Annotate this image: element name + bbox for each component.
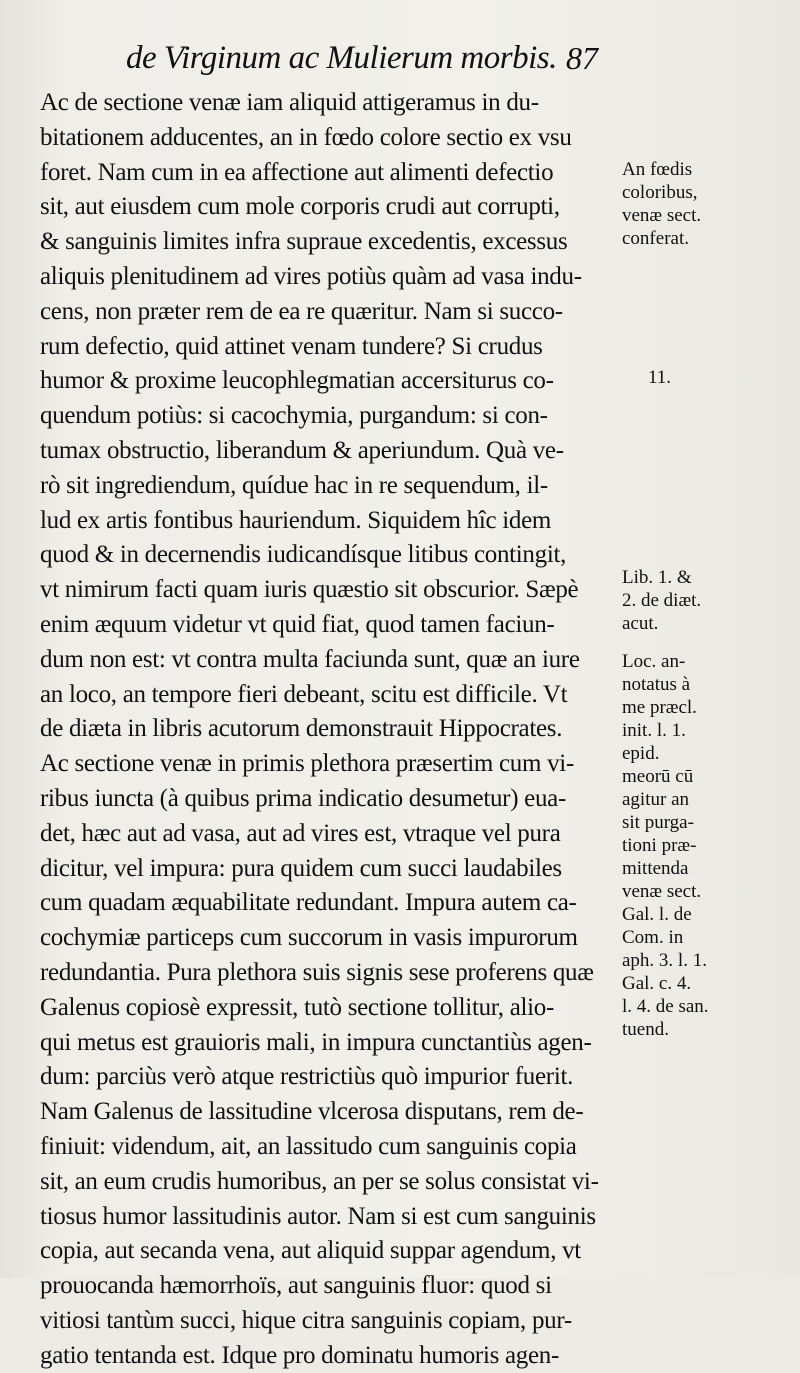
- text-line: sit, an eum crudis humoribus, an per se solus consistat vi-: [40, 1167, 599, 1195]
- margin-note-line: 2. de diæt.: [622, 590, 702, 611]
- margin-note-line: epid.: [622, 743, 660, 764]
- margin-note-line: An fœdis: [622, 159, 693, 180]
- text-line: cum quadam æquabilitate redundant. Impura autem ca-: [40, 889, 577, 917]
- text-line: sit, aut eiusdem cum mole corporis crudi aut corrupti,: [40, 193, 560, 221]
- text-line: rò sit ingrediendum, quídue hac in re sequendum, il-: [40, 471, 548, 499]
- margin-note-line: mittenda: [622, 858, 689, 879]
- text-line: cochymiæ particeps cum succorum in vasis impurorum: [40, 924, 578, 952]
- margin-note-line: Loc. an-: [622, 651, 686, 672]
- text-line: dicitur, vel impura: pura quidem cum succi laudabiles: [40, 854, 562, 882]
- text-line: lud ex artis fontibus hauriendum. Siquidem hîc idem: [40, 506, 552, 534]
- margin-note-line: Lib. 1. &: [622, 567, 692, 588]
- margin-note-line: agitur an: [622, 789, 690, 810]
- margin-note: [648, 366, 671, 389]
- margin-note-line: notatus à: [622, 674, 691, 695]
- text-line: vt nimirum facti quam iuris quæstio sit obscurior. Sæpè: [40, 576, 579, 604]
- text-line: ribus iuncta (à quibus prima indicatio desumetur) eua-: [40, 784, 567, 812]
- margin-note: [622, 650, 709, 1041]
- margin-note-line: conferat.: [622, 228, 689, 249]
- margin-note-line: venæ sect.: [622, 205, 702, 226]
- margin-note: [622, 158, 701, 250]
- margin-note-line: Gal. c. 4.: [622, 973, 692, 994]
- margin-note-line: tuend.: [622, 1019, 669, 1040]
- text-line: aliquis plenitudinem ad vires potiùs quàm ad vasa indu-: [40, 262, 582, 290]
- text-line: dum: parciùs verò atque restrictiùs quò impurior fuerit.: [40, 1063, 574, 1091]
- text-line: Galenus copiosè expressit, tutò sectione tollitur, alio-: [40, 993, 555, 1021]
- text-line: Nam Galenus de lassitudine vlcerosa disputans, rem de-: [40, 1098, 584, 1126]
- text-line: quendum potiùs: si cacochymia, purgandum: si con-: [40, 402, 548, 430]
- margin-note-line: sit purga-: [622, 812, 694, 833]
- text-line: finiuit: videndum, ait, an lassitudo cum sanguinis copia: [40, 1132, 577, 1160]
- text-line: humor & proxime leucophlegmatian accersiturus co-: [40, 367, 554, 395]
- text-line: bitationem adducentes, an in fœdo colore sectio ex vsu: [40, 123, 572, 151]
- text-line: & sanguinis limites infra supraue excedentis, excessus: [40, 228, 568, 256]
- margin-note-line: Com. in: [622, 927, 684, 948]
- text-line: tumax obstructio, liberandum & aperiundum. Quà ve-: [40, 436, 564, 464]
- text-line: Ac sectione venæ in primis plethora præsertim cum vi-: [40, 750, 574, 778]
- margin-note-line: meorū cū: [622, 766, 694, 787]
- text-line: vitiosi tantùm succi, hique citra sanguinis copiam, pur-: [40, 1306, 572, 1334]
- text-line: det, hæc aut ad vasa, aut ad vires est, vtraque vel pura: [40, 819, 561, 847]
- page-number: 87: [566, 40, 598, 76]
- running-title: de Virginum ac Mulierum morbis.: [126, 40, 557, 76]
- margin-note-line: tioni præ-: [622, 835, 697, 856]
- margin-note-line: acut.: [622, 613, 659, 634]
- text-line: rum defectio, quid attinet venam tundere? Si crudus: [40, 332, 543, 360]
- text-line: redundantia. Pura plethora suis signis sese proferens quæ: [40, 958, 594, 986]
- margin-note-line: aph. 3. l. 1.: [622, 950, 707, 971]
- text-line: dum non est: vt contra multa faciunda sunt, quæ an iure: [40, 645, 580, 673]
- main-text-block: [40, 86, 630, 1373]
- text-line: tiosus humor lassitudinis autor. Nam si est cum sanguinis: [40, 1202, 596, 1230]
- margin-note-line: 11.: [648, 367, 672, 388]
- margin-note-line: me præcl.: [622, 697, 697, 718]
- text-line: quod & in decernendis iudicandísque litibus contingit,: [40, 541, 567, 569]
- text-line: copia, aut secanda vena, aut aliquid suppar agendum, vt: [40, 1237, 581, 1265]
- text-line: Ac de sectione venæ iam aliquid attigeramus in du-: [40, 89, 539, 116]
- running-header: [126, 40, 626, 80]
- margin-note-line: Gal. l. de: [622, 904, 692, 925]
- margin-note-line: coloribus,: [622, 182, 698, 203]
- text-line: prouocanda hæmorrhoïs, aut sanguinis fluor: quod si: [40, 1272, 552, 1300]
- text-line: de diæta in libris acutorum demonstrauit Hippocrates.: [40, 715, 563, 743]
- margin-note-line: venæ sect.: [622, 881, 702, 902]
- text-line: an loco, an tempore fieri debeant, scitu est difficile. Vt: [40, 680, 568, 708]
- text-line: qui metus est grauioris mali, in impura cunctantiùs agen-: [40, 1028, 592, 1056]
- text-line: foret. Nam cum in ea affectione aut alimenti defectio: [40, 158, 554, 186]
- margin-note-line: init. l. 1.: [622, 720, 686, 741]
- margin-note-line: l. 4. de san.: [622, 996, 709, 1017]
- text-line: cens, non præter rem de ea re quæritur. Nam si succo-: [40, 297, 563, 325]
- text-line: gatio tentanda est. Idque pro dominatu humoris agen-: [40, 1341, 559, 1369]
- text-line: enim æquum videtur vt quid fiat, quod tamen faciun-: [40, 610, 555, 638]
- margin-note: [622, 566, 701, 635]
